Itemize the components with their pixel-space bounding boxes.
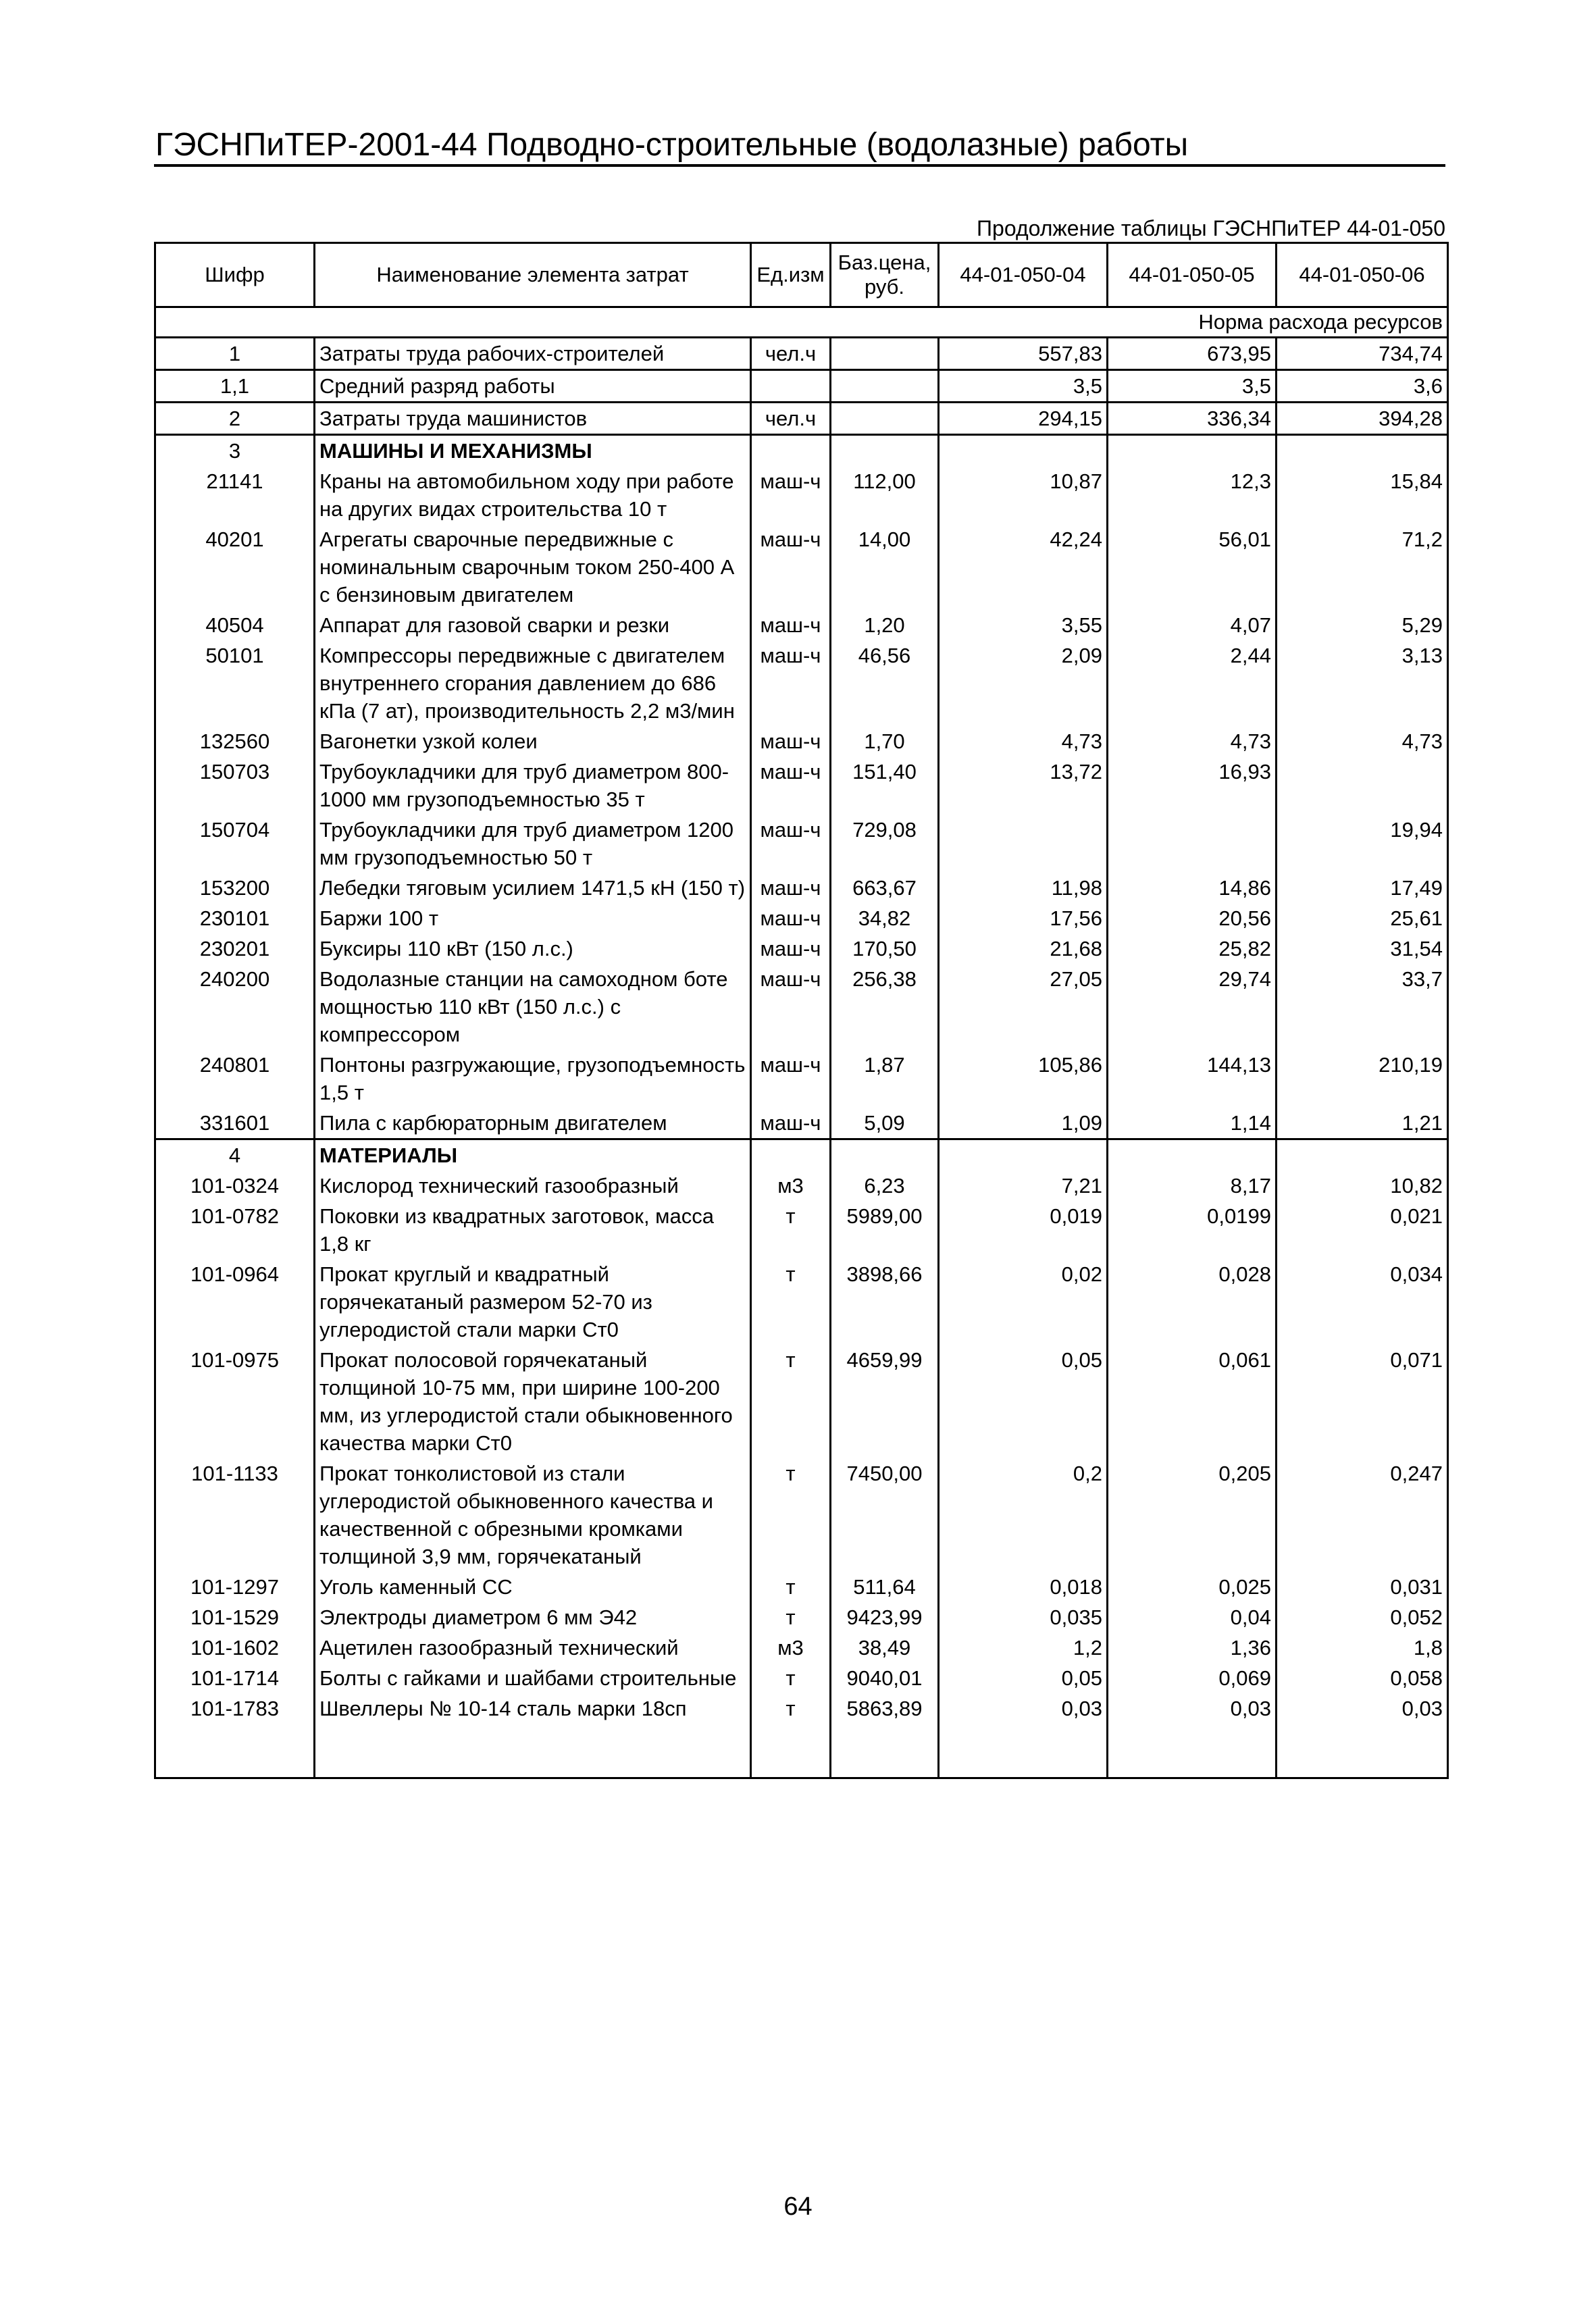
row-name: Краны на автомобильном ходу при работе на других видах строительства 10 т xyxy=(315,466,751,524)
row-unit: маш-ч xyxy=(751,964,831,1050)
table-row xyxy=(155,1139,1448,1171)
table-row xyxy=(155,1572,1448,1602)
row-value-04: 17,56 xyxy=(939,903,1108,933)
row-price: 38,49 xyxy=(831,1632,939,1663)
table-row xyxy=(155,1458,1448,1572)
row-price: 663,67 xyxy=(831,873,939,903)
row-unit: маш-ч xyxy=(751,903,831,933)
row-value-05 xyxy=(1108,815,1277,873)
row-value-05: 0,0199 xyxy=(1108,1201,1277,1259)
row-name: Поковки из квадратных заготовок, масса 1,8 кг xyxy=(315,1201,751,1259)
row-price: 151,40 xyxy=(831,756,939,815)
row-value-04: 11,98 xyxy=(939,873,1108,903)
table-row xyxy=(155,1345,1448,1458)
row-unit: м3 xyxy=(751,1632,831,1663)
row-code: 21141 xyxy=(155,466,315,524)
row-unit: чел.ч xyxy=(751,338,831,370)
row-name: Уголь каменный СС xyxy=(315,1572,751,1602)
row-code: 50101 xyxy=(155,640,315,726)
row-name: Кислород технический газообразный xyxy=(315,1171,751,1201)
row-value-06: 25,61 xyxy=(1277,903,1448,933)
table-row xyxy=(155,964,1448,1050)
row-name: Прокат тонколистовой из стали углеродистой обыкновенного качества и качественной с обрезными кромками толщиной 3,9 мм, горячекатаный xyxy=(315,1458,751,1572)
row-value-06: 734,74 xyxy=(1277,338,1448,370)
row-value-05: 3,5 xyxy=(1108,370,1277,403)
row-name: Водолазные станции на самоходном боте мощностью 110 кВт (150 л.с.) с компрессором xyxy=(315,964,751,1050)
table-row xyxy=(155,756,1448,815)
row-name: Трубоукладчики для труб диаметром 1200 мм грузоподъемностью 50 т xyxy=(315,815,751,873)
row-value-05: 0,028 xyxy=(1108,1259,1277,1345)
row-name: Болты с гайками и шайбами строительные xyxy=(315,1663,751,1693)
table-row xyxy=(155,1663,1448,1693)
row-price: 6,23 xyxy=(831,1171,939,1201)
row-value-05: 336,34 xyxy=(1108,403,1277,435)
row-value-06 xyxy=(1277,435,1448,467)
row-unit: т xyxy=(751,1572,831,1602)
row-name: Затраты труда рабочих-строителей xyxy=(315,338,751,370)
table-row xyxy=(155,338,1448,370)
row-name: Компрессоры передвижные с двигателем внутреннего сгорания давлением до 686 кПа (7 ат), производительность 2,2 м3/мин xyxy=(315,640,751,726)
row-code: 101-1602 xyxy=(155,1632,315,1663)
row-price: 256,38 xyxy=(831,964,939,1050)
row-unit: м3 xyxy=(751,1171,831,1201)
resource-table xyxy=(154,242,1449,1779)
row-code: 153200 xyxy=(155,873,315,903)
row-unit xyxy=(751,1139,831,1171)
row-name: Ацетилен газообразный технический xyxy=(315,1632,751,1663)
row-unit: маш-ч xyxy=(751,815,831,873)
row-name: Вагонетки узкой колеи xyxy=(315,726,751,756)
row-value-05 xyxy=(1108,435,1277,467)
row-name: Средний разряд работы xyxy=(315,370,751,403)
row-value-06: 19,94 xyxy=(1277,815,1448,873)
row-price xyxy=(831,370,939,403)
row-value-05: 144,13 xyxy=(1108,1050,1277,1108)
row-name: Электроды диаметром 6 мм Э42 xyxy=(315,1602,751,1632)
row-value-06: 0,031 xyxy=(1277,1572,1448,1602)
row-unit: маш-ч xyxy=(751,933,831,964)
row-code: 132560 xyxy=(155,726,315,756)
row-value-05: 0,205 xyxy=(1108,1458,1277,1572)
row-value-06: 0,058 xyxy=(1277,1663,1448,1693)
row-unit: т xyxy=(751,1345,831,1458)
row-unit: маш-ч xyxy=(751,756,831,815)
row-value-06: 1,21 xyxy=(1277,1108,1448,1139)
row-unit: т xyxy=(751,1458,831,1572)
table-row xyxy=(155,933,1448,964)
row-name: Прокат полосовой горячекатаный толщиной 10-75 мм, при ширине 100-200 мм, из углеродистой стали обыкновенного качества марки Ст0 xyxy=(315,1345,751,1458)
row-code: 230201 xyxy=(155,933,315,964)
row-price: 9040,01 xyxy=(831,1663,939,1693)
row-value-05: 0,069 xyxy=(1108,1663,1277,1693)
row-code: 101-0964 xyxy=(155,1259,315,1345)
row-value-06: 31,54 xyxy=(1277,933,1448,964)
row-code: 4 xyxy=(155,1139,315,1171)
row-price: 9423,99 xyxy=(831,1602,939,1632)
row-value-04: 0,05 xyxy=(939,1663,1108,1693)
row-code: 101-0975 xyxy=(155,1345,315,1458)
table-row xyxy=(155,1259,1448,1345)
table-row xyxy=(155,815,1448,873)
row-value-04: 2,09 xyxy=(939,640,1108,726)
row-code: 101-1297 xyxy=(155,1572,315,1602)
row-value-05: 12,3 xyxy=(1108,466,1277,524)
row-value-04: 3,55 xyxy=(939,610,1108,640)
row-value-05: 0,03 xyxy=(1108,1693,1277,1778)
table-row xyxy=(155,873,1448,903)
header-col-04: 44-01-050-04 xyxy=(939,243,1108,307)
row-name: Трубоукладчики для труб диаметром 800-1000 мм грузоподъемностью 35 т xyxy=(315,756,751,815)
row-name: Понтоны разгружающие, грузоподъемность 1,5 т xyxy=(315,1050,751,1108)
table-row xyxy=(155,370,1448,403)
table-row xyxy=(155,640,1448,726)
row-code: 150704 xyxy=(155,815,315,873)
row-value-05: 0,04 xyxy=(1108,1602,1277,1632)
row-code: 2 xyxy=(155,403,315,435)
page-title: ГЭСНПиТЕР-2001-44 Подводно-строительные (водолазные) работы xyxy=(155,127,1189,163)
row-value-06: 15,84 xyxy=(1277,466,1448,524)
table-header-row xyxy=(155,243,1448,307)
row-value-04: 13,72 xyxy=(939,756,1108,815)
table-row xyxy=(155,524,1448,610)
row-unit: т xyxy=(751,1201,831,1259)
row-unit: маш-ч xyxy=(751,466,831,524)
norm-label: Норма расхода ресурсов xyxy=(155,307,1448,338)
row-unit: т xyxy=(751,1602,831,1632)
row-code: 240200 xyxy=(155,964,315,1050)
table-row xyxy=(155,1632,1448,1663)
table-row xyxy=(155,1171,1448,1201)
row-value-06: 3,6 xyxy=(1277,370,1448,403)
row-unit: чел.ч xyxy=(751,403,831,435)
row-value-04: 0,018 xyxy=(939,1572,1108,1602)
row-value-06: 394,28 xyxy=(1277,403,1448,435)
row-price: 14,00 xyxy=(831,524,939,610)
row-price: 7450,00 xyxy=(831,1458,939,1572)
row-price: 112,00 xyxy=(831,466,939,524)
row-value-05: 25,82 xyxy=(1108,933,1277,964)
table-row xyxy=(155,726,1448,756)
row-unit xyxy=(751,370,831,403)
row-price: 3898,66 xyxy=(831,1259,939,1345)
table-row xyxy=(155,1050,1448,1108)
title-rule xyxy=(154,164,1445,167)
row-unit: маш-ч xyxy=(751,873,831,903)
row-code: 331601 xyxy=(155,1108,315,1139)
row-code: 1 xyxy=(155,338,315,370)
row-value-04: 557,83 xyxy=(939,338,1108,370)
row-name: Затраты труда машинистов xyxy=(315,403,751,435)
row-value-06: 0,071 xyxy=(1277,1345,1448,1458)
header-price: Баз.цена, руб. xyxy=(831,243,939,307)
row-value-04: 294,15 xyxy=(939,403,1108,435)
row-value-05: 1,14 xyxy=(1108,1108,1277,1139)
table-row xyxy=(155,1602,1448,1632)
row-price xyxy=(831,403,939,435)
row-value-04: 1,2 xyxy=(939,1632,1108,1663)
row-value-06: 0,052 xyxy=(1277,1602,1448,1632)
row-value-05: 4,07 xyxy=(1108,610,1277,640)
row-unit: маш-ч xyxy=(751,726,831,756)
row-unit xyxy=(751,435,831,467)
row-code: 101-1783 xyxy=(155,1693,315,1778)
row-name: МАШИНЫ И МЕХАНИЗМЫ xyxy=(315,435,751,467)
row-value-04: 0,035 xyxy=(939,1602,1108,1632)
row-value-04: 27,05 xyxy=(939,964,1108,1050)
row-value-06 xyxy=(1277,1139,1448,1171)
table-row xyxy=(155,1693,1448,1778)
row-unit: маш-ч xyxy=(751,1108,831,1139)
row-unit: т xyxy=(751,1663,831,1693)
row-value-06: 5,29 xyxy=(1277,610,1448,640)
row-value-04 xyxy=(939,435,1108,467)
row-unit: маш-ч xyxy=(751,640,831,726)
row-value-06: 33,7 xyxy=(1277,964,1448,1050)
row-code: 230101 xyxy=(155,903,315,933)
row-value-04 xyxy=(939,815,1108,873)
table-body xyxy=(155,338,1448,1778)
table-row xyxy=(155,1201,1448,1259)
row-value-05: 56,01 xyxy=(1108,524,1277,610)
row-value-06: 0,021 xyxy=(1277,1201,1448,1259)
row-name: Лебедки тяговым усилием 1471,5 кН (150 т) xyxy=(315,873,751,903)
row-name: Швеллеры № 10-14 сталь марки 18сп xyxy=(315,1693,751,1778)
row-price: 5863,89 xyxy=(831,1693,939,1778)
row-value-04: 0,2 xyxy=(939,1458,1108,1572)
norm-label-row xyxy=(155,307,1448,338)
table-row xyxy=(155,403,1448,435)
row-value-04: 10,87 xyxy=(939,466,1108,524)
row-name: МАТЕРИАЛЫ xyxy=(315,1139,751,1171)
row-value-05: 29,74 xyxy=(1108,964,1277,1050)
row-value-05 xyxy=(1108,1139,1277,1171)
table-row xyxy=(155,903,1448,933)
row-price: 511,64 xyxy=(831,1572,939,1602)
row-code: 1,1 xyxy=(155,370,315,403)
row-value-06: 4,73 xyxy=(1277,726,1448,756)
row-value-05: 16,93 xyxy=(1108,756,1277,815)
row-price: 4659,99 xyxy=(831,1345,939,1458)
header-unit: Ед.изм xyxy=(751,243,831,307)
header-code: Шифр xyxy=(155,243,315,307)
row-price xyxy=(831,1139,939,1171)
row-price: 5989,00 xyxy=(831,1201,939,1259)
row-price: 729,08 xyxy=(831,815,939,873)
row-name: Буксиры 110 кВт (150 л.с.) xyxy=(315,933,751,964)
header-col-06: 44-01-050-06 xyxy=(1277,243,1448,307)
row-price: 1,20 xyxy=(831,610,939,640)
row-value-05: 20,56 xyxy=(1108,903,1277,933)
row-value-04: 4,73 xyxy=(939,726,1108,756)
row-value-05: 2,44 xyxy=(1108,640,1277,726)
row-name: Аппарат для газовой сварки и резки xyxy=(315,610,751,640)
row-value-06: 210,19 xyxy=(1277,1050,1448,1108)
table-row xyxy=(155,610,1448,640)
row-name: Баржи 100 т xyxy=(315,903,751,933)
row-value-04: 3,5 xyxy=(939,370,1108,403)
row-price: 1,70 xyxy=(831,726,939,756)
row-value-04: 0,03 xyxy=(939,1693,1108,1778)
row-value-05: 14,86 xyxy=(1108,873,1277,903)
row-value-05: 0,061 xyxy=(1108,1345,1277,1458)
row-code: 150703 xyxy=(155,756,315,815)
row-value-05: 4,73 xyxy=(1108,726,1277,756)
row-value-04: 1,09 xyxy=(939,1108,1108,1139)
row-value-04: 7,21 xyxy=(939,1171,1108,1201)
table-row xyxy=(155,435,1448,467)
row-value-06: 0,247 xyxy=(1277,1458,1448,1572)
row-value-06: 71,2 xyxy=(1277,524,1448,610)
row-value-05: 0,025 xyxy=(1108,1572,1277,1602)
row-value-04: 0,02 xyxy=(939,1259,1108,1345)
row-unit: т xyxy=(751,1259,831,1345)
row-value-05: 1,36 xyxy=(1108,1632,1277,1663)
row-name: Агрегаты сварочные передвижные с номинальным сварочным током 250-400 А с бензиновым двигателем xyxy=(315,524,751,610)
row-value-06: 0,034 xyxy=(1277,1259,1448,1345)
row-value-04: 21,68 xyxy=(939,933,1108,964)
row-value-04: 0,05 xyxy=(939,1345,1108,1458)
row-value-06 xyxy=(1277,756,1448,815)
row-code: 40201 xyxy=(155,524,315,610)
row-code: 101-1133 xyxy=(155,1458,315,1572)
row-value-04: 105,86 xyxy=(939,1050,1108,1108)
header-name: Наименование элемента затрат xyxy=(315,243,751,307)
row-value-04: 0,019 xyxy=(939,1201,1108,1259)
row-price xyxy=(831,435,939,467)
row-unit: т xyxy=(751,1693,831,1778)
row-value-04 xyxy=(939,1139,1108,1171)
row-code: 3 xyxy=(155,435,315,467)
row-unit: маш-ч xyxy=(751,610,831,640)
table-row xyxy=(155,1108,1448,1139)
row-value-06: 1,8 xyxy=(1277,1632,1448,1663)
resource-table-container xyxy=(154,242,1447,1779)
row-price: 170,50 xyxy=(831,933,939,964)
row-price: 5,09 xyxy=(831,1108,939,1139)
row-value-06: 3,13 xyxy=(1277,640,1448,726)
row-value-06: 10,82 xyxy=(1277,1171,1448,1201)
table-row xyxy=(155,466,1448,524)
row-value-05: 8,17 xyxy=(1108,1171,1277,1201)
row-value-05: 673,95 xyxy=(1108,338,1277,370)
header-col-05: 44-01-050-05 xyxy=(1108,243,1277,307)
page-number: 64 xyxy=(783,2192,813,2221)
row-code: 101-0324 xyxy=(155,1171,315,1201)
row-code: 40504 xyxy=(155,610,315,640)
row-price: 34,82 xyxy=(831,903,939,933)
row-code: 240801 xyxy=(155,1050,315,1108)
row-value-04: 42,24 xyxy=(939,524,1108,610)
row-name: Прокат круглый и квадратный горячекатаный размером 52-70 из углеродистой стали марки Ст0 xyxy=(315,1259,751,1345)
row-price xyxy=(831,338,939,370)
row-code: 101-1714 xyxy=(155,1663,315,1693)
row-unit: маш-ч xyxy=(751,1050,831,1108)
row-code: 101-1529 xyxy=(155,1602,315,1632)
row-value-06: 0,03 xyxy=(1277,1693,1448,1778)
table-continuation-caption: Продолжение таблицы ГЭСНПиТЕР 44-01-050 xyxy=(977,216,1445,240)
row-unit: маш-ч xyxy=(751,524,831,610)
row-price: 1,87 xyxy=(831,1050,939,1108)
row-value-06: 17,49 xyxy=(1277,873,1448,903)
row-name: Пила с карбюраторным двигателем xyxy=(315,1108,751,1139)
row-code: 101-0782 xyxy=(155,1201,315,1259)
row-price: 46,56 xyxy=(831,640,939,726)
